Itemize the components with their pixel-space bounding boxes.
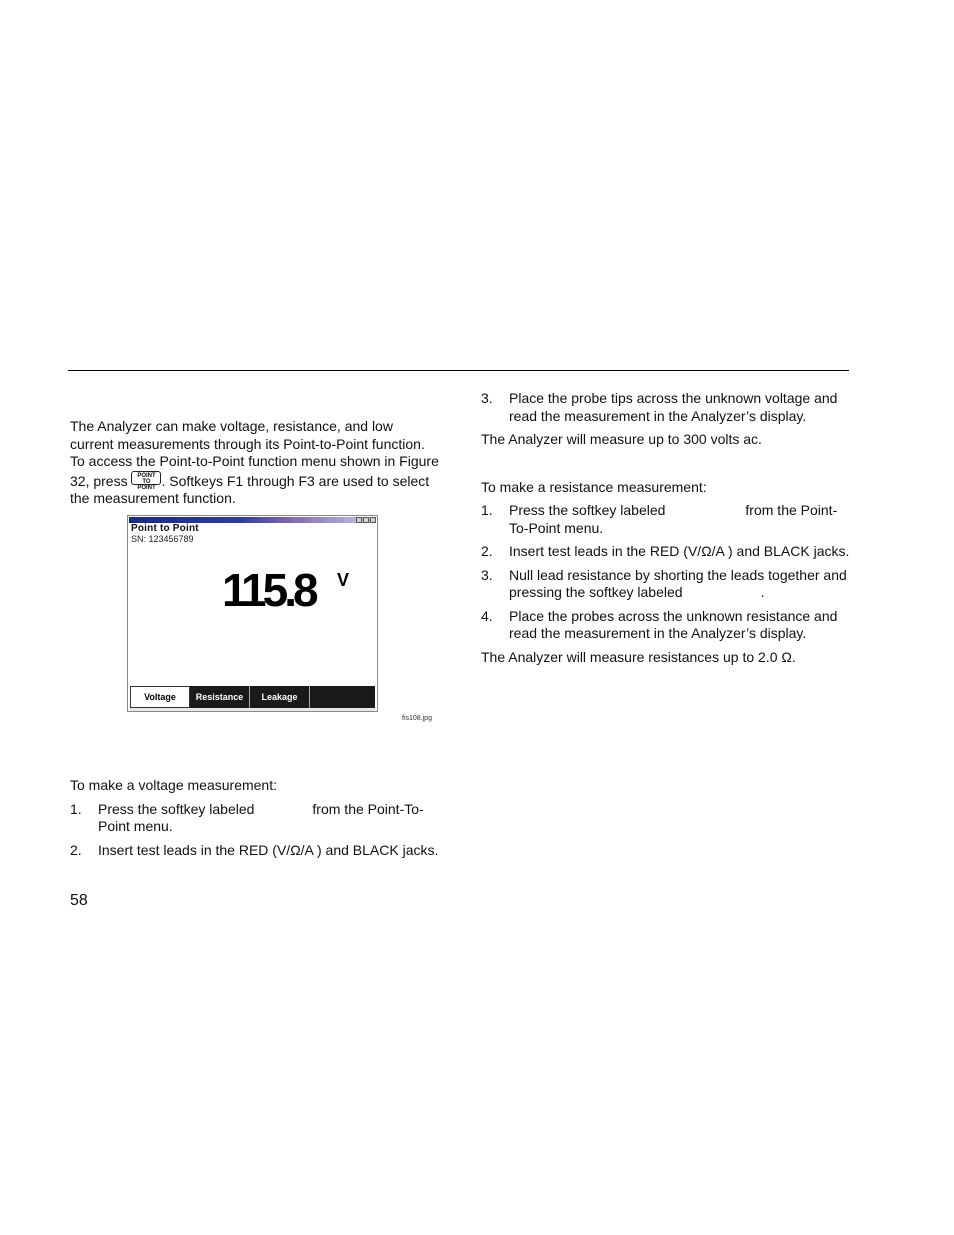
intro-paragraph xyxy=(70,418,440,508)
softkey-empty xyxy=(310,686,375,708)
resistance-step-1: 1. Press the softkey labeled from the Point-To-Point menu. xyxy=(481,502,838,536)
right-column xyxy=(481,390,851,666)
close-icon xyxy=(370,517,376,523)
page-number: 58 xyxy=(70,892,88,909)
analyzer-screen-figure xyxy=(127,515,378,712)
figure-caption: fis108.jpg xyxy=(402,715,432,722)
intro-text-1: The Analyzer can make voltage, resistance, and low current measurements through its Point-to-Point function. To access the Point-to-Point function menu shown in Figure 32, press xyxy=(70,418,439,489)
window-controls xyxy=(356,517,376,523)
header-rule xyxy=(68,370,849,371)
resistance-intro: To make a resistance measurement: xyxy=(481,478,707,495)
serial-number: SN: 123456789 xyxy=(131,534,194,544)
measurement-reading: 115.8 xyxy=(222,564,315,616)
minimize-icon xyxy=(356,517,362,523)
resistance-note: The Analyzer will measure resistances up to 2.0 Ω. xyxy=(481,648,796,665)
resistance-step-3: 3. Null lead resistance by shorting the leads together and pressing the softkey labeled . xyxy=(481,566,847,600)
voltage-intro: To make a voltage measurement: xyxy=(70,777,277,793)
left-column xyxy=(70,418,440,508)
maximize-icon xyxy=(363,517,369,523)
screen-title: Point to Point xyxy=(131,523,199,534)
point-to-point-key-icon: POINT TO POINT xyxy=(131,471,161,485)
resistance-step-2: 2. Insert test leads in the RED (V/Ω/A ) and BLACK jacks. xyxy=(481,543,850,559)
voltage-note: The Analyzer will measure up to 300 volts ac. xyxy=(481,431,762,447)
voltage-procedure xyxy=(70,777,440,859)
softkey-resistance[interactable]: Resistance xyxy=(190,686,250,708)
softkey-voltage[interactable]: Voltage xyxy=(130,686,190,708)
measurement-unit: V xyxy=(337,570,350,590)
softkey-leakage[interactable]: Leakage xyxy=(250,686,310,708)
softkey-bar xyxy=(130,686,375,708)
voltage-step-2: 2. Insert test leads in the RED (V/Ω/A ) and BLACK jacks. xyxy=(70,841,439,858)
voltage-step-3: 3. Place the probe tips across the unknown voltage and read the measurement in the Analyzer’s display. xyxy=(481,390,838,424)
resistance-step-4: 4. Place the probes across the unknown resistance and read the measurement in the Analyzer’s display. xyxy=(481,607,838,641)
voltage-step-1: 1. Press the softkey labeled from the Point-To-Point menu. xyxy=(70,800,424,834)
intro-text-2: . Softkeys F1 through F3 are used to select the measurement function. xyxy=(70,472,430,506)
status-strip xyxy=(130,708,375,711)
